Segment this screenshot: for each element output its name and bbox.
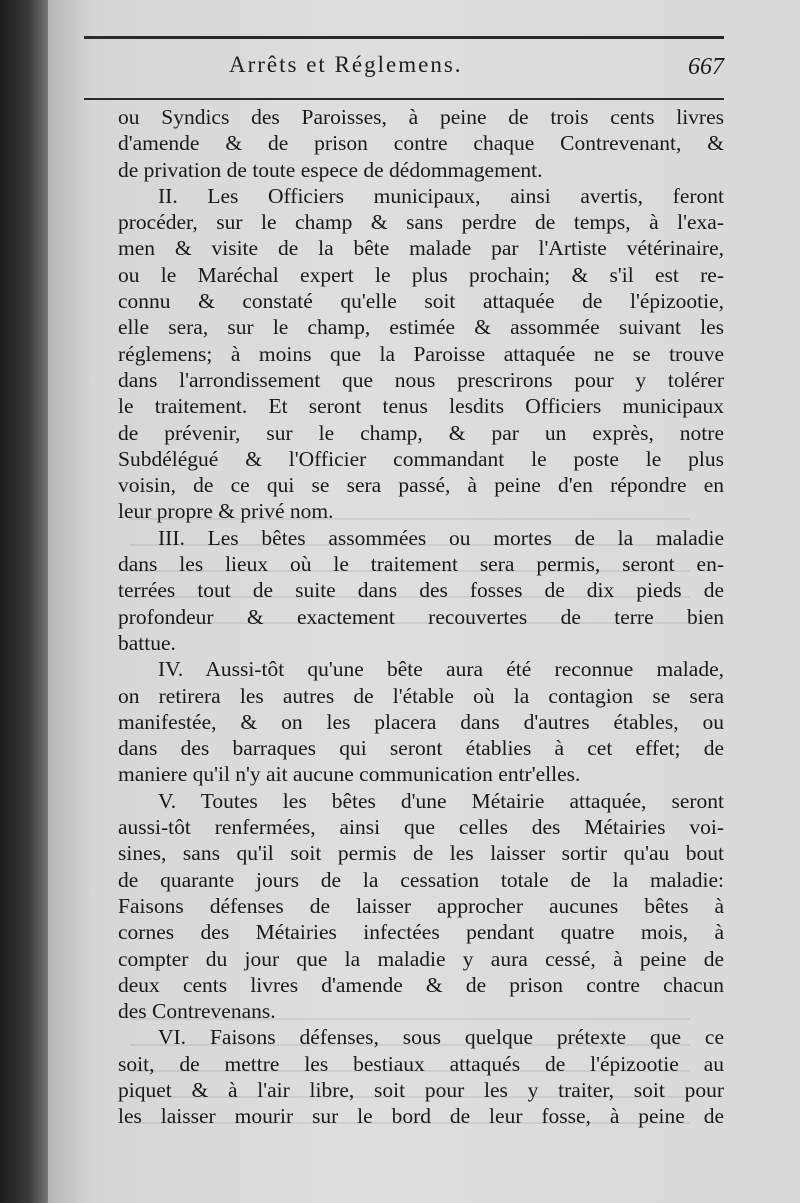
book-gutter bbox=[0, 0, 52, 1203]
header-rule bbox=[84, 98, 724, 100]
text-line: Subdélégué & l'Officier commandant le poste le plus bbox=[118, 446, 724, 471]
text-line: manifestée, & on les placera dans d'autres étables, ou bbox=[118, 709, 724, 734]
text-line: voisin, de ce qui se sera passé, à peine d'en répondre en bbox=[118, 473, 724, 498]
text-line: profondeur & exactement recouvertes de terre bien bbox=[118, 604, 724, 629]
body-text bbox=[118, 104, 724, 1130]
text-line: compter du jour que la maladie y aura cessé, à peine de bbox=[118, 946, 724, 971]
text-line: leur propre & privé nom. bbox=[118, 499, 334, 524]
running-head bbox=[84, 44, 724, 88]
article-6-start: VI. Faisons défenses, sous quelque prétexte que ce bbox=[158, 1025, 724, 1050]
text-line: réglemens; à moins que la Paroisse attaquée ne se trouve bbox=[118, 341, 724, 366]
article-4-start: IV. Aussi-tôt qu'une bête aura été reconnue malade, bbox=[158, 657, 724, 682]
article-5-start: V. Toutes les bêtes d'une Métairie attaquée, seront bbox=[158, 788, 724, 813]
text-line: battue. bbox=[118, 630, 176, 655]
text-line: de quarante jours de la cessation totale de la maladie: bbox=[118, 867, 724, 892]
text-line: maniere qu'il n'y ait aucune communication entr'elles. bbox=[118, 762, 581, 787]
text-line: le traitement. Et seront tenus lesdits Officiers municipaux bbox=[118, 394, 724, 419]
top-rule bbox=[84, 36, 724, 39]
text-line: men & visite de la bête malade par l'Artiste vétérinaire, bbox=[118, 236, 724, 261]
text-line: terrées tout de suite dans des fosses de dix pieds de bbox=[118, 578, 724, 603]
text-line: de privation de toute espece de dédommagement. bbox=[118, 157, 543, 182]
text-line: ou Syndics des Paroisses, à peine de trois cents livres bbox=[118, 105, 724, 129]
text-line: dans l'arrondissement que nous prescrirons pour y tolérer bbox=[118, 367, 724, 392]
text-line: dans des barraques qui seront établies à cet effet; de bbox=[118, 736, 724, 761]
text-line: dans les lieux où le traitement sera permis, seront en- bbox=[118, 552, 724, 577]
text-line: d'amende & de prison contre chaque Contrevenant, & bbox=[118, 131, 724, 156]
text-line: Faisons défenses de laisser approcher aucunes bêtes à bbox=[118, 893, 724, 918]
text-line: de prévenir, sur le champ, & par un exprès, notre bbox=[118, 420, 724, 445]
text-line: deux cents livres d'amende & de prison contre chacun bbox=[118, 972, 724, 997]
text-line: sines, sans qu'il soit permis de les laisser sortir qu'au bout bbox=[118, 841, 724, 866]
text-line: des Contrevenans. bbox=[118, 999, 276, 1024]
article-3-start: III. Les bêtes assommées ou mortes de la maladie bbox=[158, 525, 724, 550]
page-number: 667 bbox=[688, 54, 724, 80]
text-line: elle sera, sur le champ, estimée & assommée suivant les bbox=[118, 315, 724, 340]
running-title: Arrêts et Réglemens. bbox=[229, 52, 463, 77]
text-line: les laisser mourir sur le bord de leur fosse, à peine de bbox=[118, 1104, 724, 1129]
article-2-start: II. Les Officiers municipaux, ainsi avertis, feront bbox=[158, 183, 724, 208]
text-line: cornes des Métairies infectées pendant quatre mois, à bbox=[118, 920, 724, 945]
text-line: ou le Maréchal expert le plus prochain; & s'il est re- bbox=[118, 262, 724, 287]
text-line: procéder, sur le champ & sans perdre de temps, à l'exa- bbox=[118, 210, 724, 235]
text-line: connu & constaté qu'elle soit attaquée de l'épizootie, bbox=[118, 289, 724, 314]
text-line: on retirera les autres de l'étable où la contagion se sera bbox=[118, 683, 724, 708]
text-line: aussi-tôt renfermées, ainsi que celles des Métairies voi- bbox=[118, 815, 724, 840]
text-line: soit, de mettre les bestiaux attaqués de l'épizootie au bbox=[118, 1051, 724, 1076]
text-line: piquet & à l'air libre, soit pour les y traiter, soit pour bbox=[118, 1077, 724, 1102]
